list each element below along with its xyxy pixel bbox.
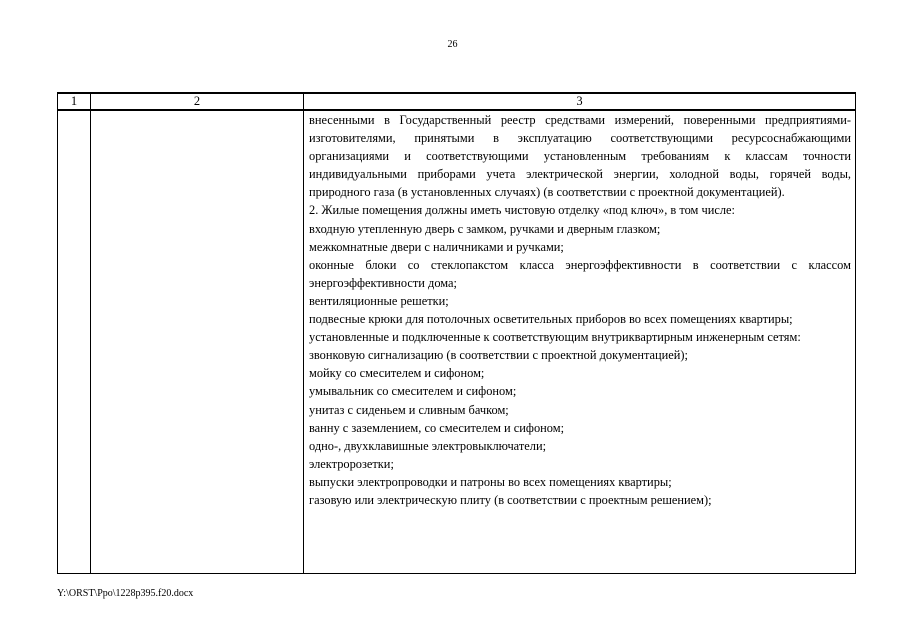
table-cell-col3 (304, 110, 856, 574)
list-item: подвесные крюки для потолочных осветительных приборов во всех помещениях квартиры; (309, 312, 793, 327)
column-header-2: 2 (91, 93, 304, 110)
paragraph-meters: внесенными в Государственный реестр средствами измерений, поверенными предприятиями-изготовителями, принятыми в эксплуатацию соответствующими ресурсоснабжающими организациями и соответствующими установленным требованиям к классам точности индивидуальными приборами учета электрической энергии, холодной воды, горячей воды, природного газа (в установленных случаях) (в соответствии с проектной документацией). (309, 113, 851, 200)
table-header-row (58, 93, 856, 110)
content-table (57, 92, 856, 574)
list-item: вентиляционные решетки; (309, 293, 449, 308)
page-number: 26 (447, 39, 458, 50)
table-cell-col2 (91, 110, 304, 574)
list-item: газовую или электрическую плиту (в соответствии с проектным решением); (309, 492, 712, 507)
list-item: установленные и подключенные к соответствующим внутриквартирным инженерным сетям: (309, 330, 801, 345)
paragraph-finishing-heading: 2. Жилые помещения должны иметь чистовую отделку «под ключ», в том числе: (309, 203, 735, 218)
list-item: умывальник со смесителем и сифоном; (309, 384, 517, 399)
list-item: электророзетки; (309, 456, 394, 471)
list-item: звонковую сигнализацию (в соответствии с проектной документацией); (309, 348, 688, 363)
list-item: унитаз с сиденьем и сливным бачком; (309, 402, 509, 417)
list-item: межкомнатные двери с наличниками и ручками; (309, 239, 564, 254)
list-item: мойку со смесителем и сифоном; (309, 366, 485, 381)
list-item: одно-, двухклавишные электровыключатели; (309, 438, 547, 453)
column-header-1: 1 (58, 93, 91, 110)
table-cell-col1 (58, 110, 91, 574)
list-item: оконные блоки со стеклопакстом класса энергоэффективности в соответствии с классом энергоэффективности дома; (309, 257, 851, 290)
list-item: ванну с заземлением, со смесителем и сифоном; (309, 420, 565, 435)
table-row (58, 110, 856, 574)
footer-file-path: Y:\ORST\Ppo\1228p395.f20.docx (57, 588, 194, 599)
list-item: выпуски электропроводки и патроны во всех помещениях квартиры; (309, 474, 672, 489)
list-item: входную утепленную дверь с замком, ручками и дверным глазком; (309, 221, 661, 236)
column-header-3: 3 (304, 93, 856, 110)
